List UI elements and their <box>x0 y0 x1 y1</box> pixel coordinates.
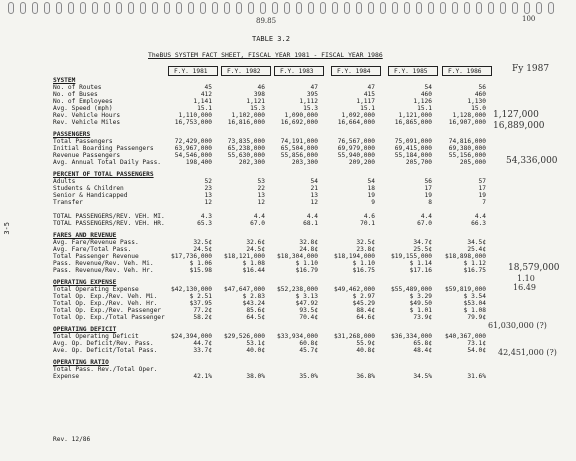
table-cell: 69,415,000 <box>394 145 432 152</box>
table-cell: 8 <box>428 199 432 206</box>
table-cell: 4.3 <box>200 213 212 220</box>
table-cell: 66.3 <box>471 220 486 227</box>
table-cell: 45 <box>204 84 212 91</box>
table-cell: 205,000 <box>459 159 486 166</box>
binding-ring <box>308 2 314 14</box>
row-label: Adults <box>53 178 76 185</box>
table-cell: 67.0 <box>250 220 265 227</box>
table-cell: 69,380,000 <box>448 145 486 152</box>
row-label: Avg. Fare/Total Pass. <box>53 246 132 253</box>
table-cell: $ 2.97 <box>352 293 375 300</box>
binding-ring <box>224 2 230 14</box>
table-cell: 1,092,000 <box>341 112 375 119</box>
row-label: Rev. Vehicle Hours <box>53 112 121 119</box>
row-label: Total Operating Expense <box>53 286 139 293</box>
row-label: Total Passenger Revenue <box>53 253 139 260</box>
table-cell: $16.75 <box>352 267 375 274</box>
handwritten-note: 18,579,000 <box>508 263 560 273</box>
row-label: Total Operating Deficit <box>53 333 139 340</box>
column-header <box>274 66 324 76</box>
binding-ring <box>452 2 458 14</box>
row-label: Total Passengers <box>53 138 113 145</box>
table-cell: 65,238,000 <box>227 145 265 152</box>
table-cell: 16,865,000 <box>394 119 432 126</box>
table-cell: 47 <box>310 84 318 91</box>
table-cell: 34.5% <box>413 373 432 380</box>
row-label: Expense <box>53 373 80 380</box>
binding-ring <box>56 2 62 14</box>
table-cell: 412 <box>200 91 212 98</box>
table-cell: 19 <box>367 192 375 199</box>
table-cell: 23.8¢ <box>356 246 375 253</box>
binding-ring <box>32 2 38 14</box>
table-cell: 35.0% <box>299 373 318 380</box>
row-label: Total Op. Exp./Rev. Veh. Mi. <box>53 293 158 300</box>
table-cell: $16.44 <box>242 267 265 274</box>
table-cell: 460 <box>474 91 486 98</box>
table-cell: 9 <box>371 199 375 206</box>
table-cell: 57 <box>478 178 486 185</box>
binding-ring <box>104 2 110 14</box>
table-cell: 415 <box>363 91 375 98</box>
binding-ring <box>200 2 206 14</box>
binding-ring <box>488 2 494 14</box>
table-cell: $31,268,000 <box>334 333 375 340</box>
table-cell: $37.95 <box>189 300 212 307</box>
table-cell: 79.9¢ <box>467 314 486 321</box>
table-cell: 74,191,000 <box>280 138 318 145</box>
table-cell: 15.1 <box>197 105 212 112</box>
binding-ring <box>260 2 266 14</box>
row-label: Avg. Speed (mph) <box>53 105 113 112</box>
table-cell: 44.7¢ <box>193 340 212 347</box>
handwritten-corner-mark: 100 <box>522 15 536 23</box>
column-header <box>442 66 492 76</box>
table-cell: 4.4 <box>306 213 318 220</box>
table-cell: 12 <box>310 199 318 206</box>
table-cell: 15.3 <box>303 105 318 112</box>
table-cell: 1,110,000 <box>178 112 212 119</box>
binding-ring <box>212 2 218 14</box>
row-label: No. of Employees <box>53 98 113 105</box>
binding-ring <box>188 2 194 14</box>
handwritten-note: 42,451,000 (?) <box>498 348 557 357</box>
table-cell: 88.4¢ <box>356 307 375 314</box>
column-header-label: F.Y. 1981 <box>174 68 208 75</box>
table-cell: $ 3.29 <box>409 293 432 300</box>
table-cell: $33,934,000 <box>277 333 318 340</box>
handwritten-note: 1,127,000 <box>493 110 539 120</box>
table-cell: 77.2¢ <box>193 307 212 314</box>
table-cell: 65.8¢ <box>413 340 432 347</box>
column-header <box>168 66 218 76</box>
table-cell: 70.4¢ <box>299 314 318 321</box>
binding-ring <box>272 2 278 14</box>
table-cell: $47.92 <box>295 300 318 307</box>
table-cell: 7 <box>482 199 486 206</box>
table-cell: 36.8% <box>356 373 375 380</box>
table-cell: 64.6¢ <box>356 314 375 321</box>
table-cell: $40,367,000 <box>445 333 486 340</box>
table-cell: 65,504,000 <box>280 145 318 152</box>
binding-ring <box>164 2 170 14</box>
table-cell: 19 <box>424 192 432 199</box>
table-cell: 63,967,000 <box>174 145 212 152</box>
binding-ring <box>356 2 362 14</box>
table-cell: 75,091,000 <box>394 138 432 145</box>
table-cell: 16,664,000 <box>337 119 375 126</box>
binding-ring <box>248 2 254 14</box>
table-cell: 38.0% <box>246 373 265 380</box>
table-cell: 21 <box>310 185 318 192</box>
binding-ring <box>332 2 338 14</box>
table-cell: $ 1.10 <box>352 260 375 267</box>
handwritten-note: 61,030,000 (?) <box>488 321 547 330</box>
table-cell: $ 1.12 <box>463 260 486 267</box>
table-cell: 85.6¢ <box>246 307 265 314</box>
binding-ring <box>116 2 122 14</box>
row-label: Rev. Vehicle Miles <box>53 119 121 126</box>
table-cell: 15.1 <box>417 105 432 112</box>
table-cell: 13 <box>204 192 212 199</box>
table-cell: 4.4 <box>474 213 486 220</box>
table-cell: 25.5¢ <box>413 246 432 253</box>
table-cell: $18,121,000 <box>224 253 265 260</box>
table-cell: 54 <box>424 84 432 91</box>
table-cell: 16,816,000 <box>227 119 265 126</box>
table-cell: 15.3 <box>250 105 265 112</box>
table-cell: $16.79 <box>295 267 318 274</box>
table-cell: 48.4¢ <box>413 347 432 354</box>
row-label: Students & Children <box>53 185 124 192</box>
table-cell: 1,121,000 <box>398 112 432 119</box>
table-cell: 55,156,000 <box>448 152 486 159</box>
row-label: TOTAL PASSENGERS/REV. VEH. MI. <box>53 213 165 220</box>
row-label: Pass. Revenue/Rev. Veh. Hr. <box>53 267 154 274</box>
row-label: Avg. Op. Deficit/Rev. Pass. <box>53 340 154 347</box>
table-subtitle: TheBUS SYSTEM FACT SHEET, FISCAL YEAR 1981 - FISCAL YEAR 1986 <box>148 51 383 59</box>
binding-ring <box>320 2 326 14</box>
table-cell: 15.1 <box>360 105 375 112</box>
table-cell: 34.7¢ <box>413 239 432 246</box>
table-cell: 398 <box>253 91 265 98</box>
table-cell: 32.8¢ <box>299 239 318 246</box>
table-cell: $19,155,000 <box>391 253 432 260</box>
table-cell: $52,238,000 <box>277 286 318 293</box>
row-label: Ave. Op. Deficit/Total Pass. <box>53 347 158 354</box>
column-header-label: F.Y. 1986 <box>448 68 482 75</box>
table-cell: 54,546,000 <box>174 152 212 159</box>
table-cell: 1,102,000 <box>231 112 265 119</box>
handwritten-page-number: 89.85 <box>256 17 277 25</box>
binding-ring <box>512 2 518 14</box>
table-cell: 93.5¢ <box>299 307 318 314</box>
table-cell: 17 <box>478 185 486 192</box>
table-cell: 202,300 <box>238 159 265 166</box>
table-cell: 74,816,000 <box>448 138 486 145</box>
binding-ring <box>68 2 74 14</box>
table-cell: 1,128,000 <box>452 112 486 119</box>
table-cell: 460 <box>420 91 432 98</box>
table-cell: $45.29 <box>352 300 375 307</box>
table-cell: $53.04 <box>463 300 486 307</box>
table-cell: $17.16 <box>409 267 432 274</box>
row-label: Total Op. Exp./Rev. Passenger <box>53 307 162 314</box>
binding-ring <box>8 2 14 14</box>
row-label: No. of Routes <box>53 84 102 91</box>
revision-note: Rev. 12/86 <box>53 436 91 443</box>
table-cell: 68.1 <box>303 220 318 227</box>
table-cell: 16,907,000 <box>448 119 486 126</box>
table-cell: 22 <box>257 185 265 192</box>
table-cell: 1,117 <box>356 98 375 105</box>
side-page-label: 3-5 <box>3 222 11 235</box>
binding-ring <box>548 2 554 14</box>
column-header-label: F.Y. 1983 <box>280 68 314 75</box>
table-cell: 55,940,000 <box>337 152 375 159</box>
table-cell: 16,692,000 <box>280 119 318 126</box>
binding-ring <box>284 2 290 14</box>
table-cell: $15.98 <box>189 267 212 274</box>
table-cell: $ 2.51 <box>189 293 212 300</box>
column-header <box>388 66 438 76</box>
handwritten-fy1987: Fy 1987 <box>512 64 550 74</box>
binding-ring <box>536 2 542 14</box>
binding-ring <box>392 2 398 14</box>
table-cell: 73,835,000 <box>227 138 265 145</box>
table-cell: 4.6 <box>363 213 375 220</box>
table-cell: 53 <box>257 178 265 185</box>
table-cell: 24.8¢ <box>299 246 318 253</box>
handwritten-note: 16,889,000 <box>493 121 545 131</box>
table-cell: $ 1.01 <box>409 307 432 314</box>
binding-ring <box>368 2 374 14</box>
table-cell: 15.0 <box>471 105 486 112</box>
table-cell: $47,647,000 <box>224 286 265 293</box>
table-cell: 1,090,000 <box>284 112 318 119</box>
table-cell: 32.5¢ <box>356 239 375 246</box>
section-heading: SYSTEM <box>53 77 76 84</box>
binding-ring <box>500 2 506 14</box>
table-cell: $17,736,000 <box>171 253 212 260</box>
table-cell: 54 <box>310 178 318 185</box>
table-cell: 13 <box>310 192 318 199</box>
section-heading: FARES AND REVENUE <box>53 232 117 239</box>
table-cell: $ 1.08 <box>463 307 486 314</box>
section-heading: OPERATING DEFICIT <box>53 326 117 333</box>
table-cell: 1,141 <box>193 98 212 105</box>
column-header-label: F.Y. 1984 <box>337 68 371 75</box>
table-cell: 40.8¢ <box>356 347 375 354</box>
column-header-label: F.Y. 1982 <box>227 68 261 75</box>
table-cell: 13 <box>257 192 265 199</box>
table-cell: 1,130 <box>467 98 486 105</box>
row-label: Pass. Revenue/Rev. Veh. Mi. <box>53 260 154 267</box>
table-cell: 33.7¢ <box>193 347 212 354</box>
table-cell: 12 <box>204 199 212 206</box>
binding-ring <box>440 2 446 14</box>
table-cell: 55,856,000 <box>280 152 318 159</box>
section-heading: OPERATING EXPENSE <box>53 279 117 286</box>
table-cell: $18,898,000 <box>445 253 486 260</box>
table-cell: $55,489,000 <box>391 286 432 293</box>
binding-ring <box>404 2 410 14</box>
table-cell: 205,700 <box>405 159 432 166</box>
binding-ring <box>344 2 350 14</box>
binding-ring <box>140 2 146 14</box>
row-label: Transfer <box>53 199 83 206</box>
table-cell: $ 1.14 <box>409 260 432 267</box>
table-cell: 65.3 <box>197 220 212 227</box>
row-label: Initial Boarding Passengers <box>53 145 154 152</box>
table-cell: 55,184,000 <box>394 152 432 159</box>
table-cell: $49,462,000 <box>334 286 375 293</box>
table-cell: 24.5¢ <box>246 246 265 253</box>
table-cell: 1,112 <box>299 98 318 105</box>
table-cell: 42.1% <box>193 373 212 380</box>
table-cell: 73.9¢ <box>413 314 432 321</box>
table-cell: 32.6¢ <box>246 239 265 246</box>
binding-ring <box>464 2 470 14</box>
table-cell: $ 2.83 <box>242 293 265 300</box>
table-cell: $43.24 <box>242 300 265 307</box>
binding-ring <box>428 2 434 14</box>
table-cell: $24,394,000 <box>171 333 212 340</box>
table-cell: $ 1.10 <box>295 260 318 267</box>
table-cell: 24.5¢ <box>193 246 212 253</box>
row-label: Total Op. Exp./Rev. Veh. Hr. <box>53 300 158 307</box>
table-cell: 70.1 <box>360 220 375 227</box>
row-label: Senior & Handicapped <box>53 192 128 199</box>
table-cell: 69,979,000 <box>337 145 375 152</box>
table-cell: $59,819,000 <box>445 286 486 293</box>
table-cell: 46 <box>257 84 265 91</box>
section-heading: OPERATING RATIO <box>53 359 109 366</box>
binding-ring <box>476 2 482 14</box>
table-cell: 52 <box>204 178 212 185</box>
table-cell: $18,304,000 <box>277 253 318 260</box>
table-cell: 209,200 <box>348 159 375 166</box>
table-cell: 73.1¢ <box>467 340 486 347</box>
table-cell: $16.75 <box>463 267 486 274</box>
binding-ring <box>92 2 98 14</box>
table-cell: 395 <box>306 91 318 98</box>
table-cell: 203,300 <box>291 159 318 166</box>
table-cell: 198,400 <box>185 159 212 166</box>
section-heading: PERCENT OF TOTAL PASSENGERS <box>53 171 154 178</box>
table-cell: 67.0 <box>417 220 432 227</box>
table-cell: 4.4 <box>420 213 432 220</box>
handwritten-note: 1.10 <box>517 274 535 283</box>
table-cell: $18,194,000 <box>334 253 375 260</box>
section-heading: PASSENGERS <box>53 131 91 138</box>
binding-ring <box>416 2 422 14</box>
table-cell: $ 1.08 <box>242 260 265 267</box>
table-title: TABLE 3.2 <box>252 35 290 43</box>
table-cell: $ 1.06 <box>189 260 212 267</box>
table-cell: 19 <box>478 192 486 199</box>
table-cell: 17 <box>424 185 432 192</box>
table-cell: 56 <box>424 178 432 185</box>
column-header <box>221 66 271 76</box>
table-cell: 40.0¢ <box>246 347 265 354</box>
binding-ring <box>128 2 134 14</box>
table-cell: $36,334,000 <box>391 333 432 340</box>
table-cell: 53.1¢ <box>246 340 265 347</box>
table-cell: 45.7¢ <box>299 347 318 354</box>
binding-ring <box>176 2 182 14</box>
binding-ring <box>44 2 50 14</box>
table-cell: 34.5¢ <box>467 239 486 246</box>
table-cell: 54 <box>367 178 375 185</box>
row-label: Avg. Fare/Revenue Pass. <box>53 239 139 246</box>
table-cell: $ 3.13 <box>295 293 318 300</box>
table-cell: 55.9¢ <box>356 340 375 347</box>
table-cell: 4.4 <box>253 213 265 220</box>
table-cell: 18 <box>367 185 375 192</box>
binding-ring <box>380 2 386 14</box>
table-cell: 12 <box>257 199 265 206</box>
table-cell: 76,567,000 <box>337 138 375 145</box>
table-cell: $42,130,000 <box>171 286 212 293</box>
binding-ring <box>80 2 86 14</box>
table-cell: 31.6% <box>467 373 486 380</box>
binding-ring <box>236 2 242 14</box>
table-cell: 60.8¢ <box>299 340 318 347</box>
row-label: Revenue Passengers <box>53 152 121 159</box>
row-label: Total Op. Exp./Total Passenger <box>53 314 165 321</box>
row-label: No. of Buses <box>53 91 98 98</box>
binding-ring <box>524 2 530 14</box>
table-cell: 72,429,000 <box>174 138 212 145</box>
handwritten-note: 16.49 <box>513 283 536 292</box>
binding-ring <box>152 2 158 14</box>
column-header-label: F.Y. 1985 <box>394 68 428 75</box>
table-cell: 55,630,000 <box>227 152 265 159</box>
table-cell: $ 3.54 <box>463 293 486 300</box>
table-cell: $49.50 <box>409 300 432 307</box>
table-cell: 56 <box>478 84 486 91</box>
table-cell: $29,526,000 <box>224 333 265 340</box>
table-cell: 1,121 <box>246 98 265 105</box>
row-label: Avg. Annual Total Daily Pass. <box>53 159 162 166</box>
table-cell: 25.4¢ <box>467 246 486 253</box>
row-label: TOTAL PASSENGERS/REV. VEH. HR. <box>53 220 165 227</box>
handwritten-note: 54,336,000 <box>506 156 558 166</box>
table-cell: 23 <box>204 185 212 192</box>
table-cell: 64.5¢ <box>246 314 265 321</box>
table-cell: 1,126 <box>413 98 432 105</box>
table-cell: 47 <box>367 84 375 91</box>
binding-ring <box>296 2 302 14</box>
row-label: Total Pass. Rev./Total Oper. <box>53 366 158 373</box>
binding-ring <box>20 2 26 14</box>
column-header <box>331 66 381 76</box>
table-cell: 54.0¢ <box>467 347 486 354</box>
table-cell: 32.5¢ <box>193 239 212 246</box>
table-cell: 58.2¢ <box>193 314 212 321</box>
table-cell: 16,753,000 <box>174 119 212 126</box>
spiral-binding <box>8 0 568 14</box>
